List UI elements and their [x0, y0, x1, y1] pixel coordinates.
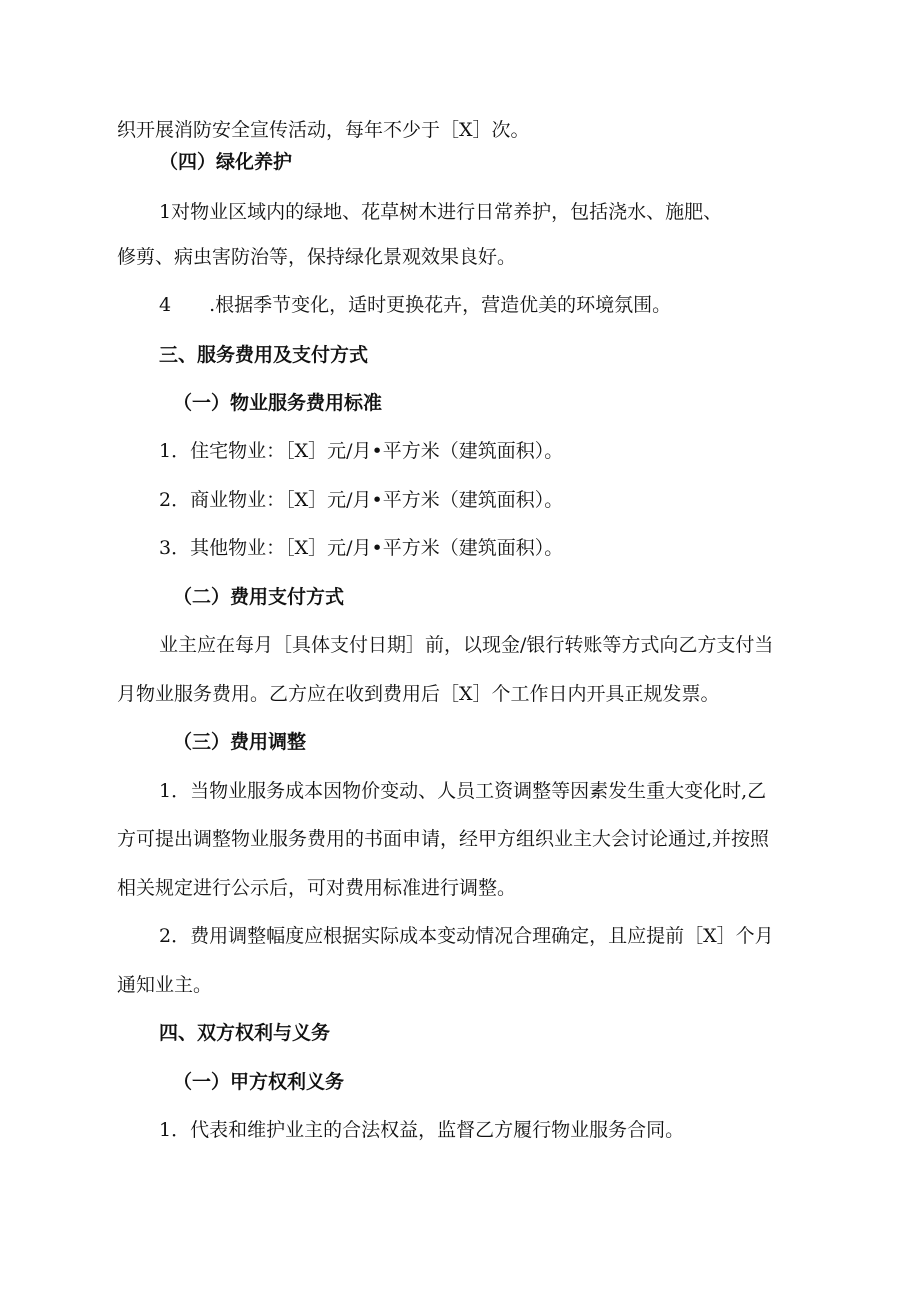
paragraph-line: 方可提出调整物业服务费用的书面申请，经甲方组织业主大会讨论通过,并按照: [117, 828, 770, 850]
paragraph-line: 2．费用调整幅度应根据实际成本变动情况合理确定，且应提前［X］个月: [159, 925, 774, 947]
subsection-heading: （一）甲方权利义务: [173, 1071, 345, 1093]
paragraph-line: 1．当物业服务成本因物价变动、人员工资调整等因素发生重大变化时,乙: [159, 780, 767, 802]
list-item: 2．商业物业：［X］元/月•平方米（建筑面积）。: [159, 489, 564, 511]
paragraph-line: 通知业主。: [117, 974, 213, 996]
paragraph-line: 月物业服务费用。乙方应在收到费用后［X］个工作日内开具正规发票。: [117, 683, 720, 705]
subsection-heading: （三）费用调整: [173, 731, 307, 753]
paragraph-line: 4 .根据季节变化，适时更换花卉，营造优美的环境氛围。: [159, 294, 672, 316]
paragraph-line: 修剪、病虫害防治等，保持绿化景观效果良好。: [117, 246, 517, 268]
paragraph-line: 相关规定进行公示后，可对费用标准进行调整。: [117, 877, 517, 899]
section-heading: 四、双方权利与义务: [159, 1022, 331, 1044]
list-item: 1．住宅物业：［X］元/月•平方米（建筑面积）。: [159, 440, 564, 462]
subsection-heading: （四）绿化养护: [159, 151, 293, 173]
section-heading: 三、服务费用及支付方式: [159, 344, 369, 366]
list-item: 1．代表和维护业主的合法权益，监督乙方履行物业服务合同。: [159, 1119, 685, 1141]
paragraph-line: 业主应在每月［具体支付日期］前，以现金/银行转账等方式向乙方支付当: [159, 634, 774, 656]
subsection-heading: （二）费用支付方式: [173, 586, 345, 608]
list-item: 3．其他物业：［X］元/月•平方米（建筑面积）。: [159, 537, 564, 559]
paragraph-line: 1对物业区域内的绿地、花草树木进行日常养护，包括浇水、施肥、: [159, 201, 723, 223]
subsection-heading: （一）物业服务费用标准: [173, 392, 383, 414]
paragraph-line: 织开展消防安全宣传活动，每年不少于［X］次。: [117, 119, 530, 141]
